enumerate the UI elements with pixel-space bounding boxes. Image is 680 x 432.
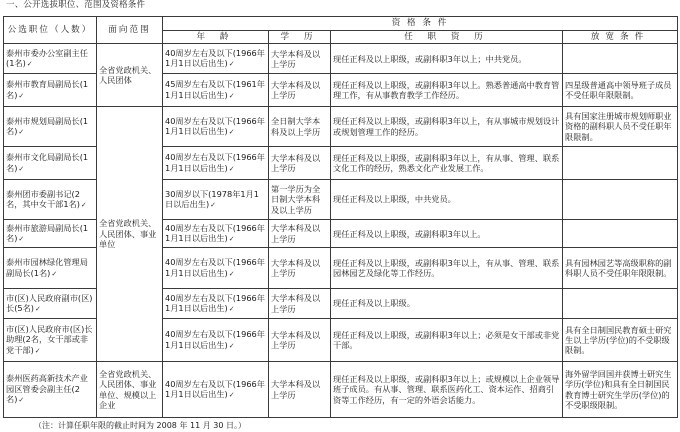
experience-cell: 现任正科及以上职级，或副科职3年以上；或规模以上企业领导班子成员。有从事、管理、联系医药化工、资本运作、招商引资等工作经历，有一定的外语会话能力。 — [331, 362, 563, 418]
checkmark-icon: ✓ — [18, 128, 25, 137]
checkmark-icon: ✓ — [34, 305, 41, 314]
header-other: 放宽条件 — [563, 31, 678, 44]
age-cell: 45周岁左右及以下(1961年1月1日以后出生)✓ — [163, 74, 269, 106]
age-cell: 40周岁左右及以下(1966年1月1日以后出生)✓ — [163, 147, 269, 179]
scope-cell: 全省党政机关、人民团体 — [97, 44, 163, 106]
education-cell: 大学本科及以上学历 — [269, 74, 331, 106]
table-row — [4, 44, 678, 74]
checkmark-icon: ✓ — [18, 91, 25, 100]
checkmark-icon: ✓ — [34, 346, 41, 355]
experience-cell: 现任正科及以上职级，或副科职3年以上，有从事城市规划设计或规划管理工作的经历。 — [331, 106, 563, 147]
checkmark-icon: ✓ — [228, 391, 235, 400]
education-cell: 第一学历为全日制大学本科及以上学历 — [269, 179, 331, 220]
checkmark-icon: ✓ — [18, 396, 25, 405]
education-cell: 大学本科及以上学历 — [269, 319, 331, 362]
experience-cell: 现任正科及以上职级，或副科职3年以上。 — [331, 220, 563, 248]
checkmark-icon: ✓ — [18, 164, 25, 173]
other-cell: 海外留学回国并获博士研究生学历(学位)和具有全日制国民教育博士研究生学历(学位)的不受职级限制。 — [563, 362, 678, 418]
table-row — [4, 362, 678, 418]
age-cell: 40周岁左右及以下(1966年1月1日以后出生)✓ — [163, 362, 269, 418]
education-cell: 大学本科及以上学历 — [269, 44, 331, 74]
age-cell: 30周岁以下(1978年1月1日以后出生)✓ — [163, 179, 269, 220]
checkmark-icon: ✓ — [228, 269, 235, 278]
experience-cell: 现任正科及以上职级，或副科职3年以上；中共党员。 — [331, 44, 563, 74]
checkmark-icon: ✓ — [228, 305, 235, 314]
other-cell: 具有园林园艺等高级职称的副科职人员不受任职年限限制。 — [563, 248, 678, 289]
position-cell: 泰州市旅游局副局长(1名)✓ — [4, 220, 97, 248]
position-cell: 泰州市教育局副局长(1名)✓ — [4, 74, 97, 106]
qualification-table — [3, 16, 678, 418]
other-cell — [563, 220, 678, 248]
age-cell: 40周岁左右及以下(1966年1月1日以后出生)✓ — [163, 248, 269, 289]
education-cell: 全日制大学本科及以上学历 — [269, 106, 331, 147]
other-cell — [563, 289, 678, 319]
position-cell: 泰州市园林绿化管理局副局长(1名)✓ — [4, 248, 97, 289]
section-heading: 一、公开选拔职位、范围及资格条件 — [6, 0, 146, 10]
checkmark-icon: ✓ — [228, 128, 235, 137]
position-cell: 泰州市委办公室副主任(1名)✓ — [4, 44, 97, 74]
experience-cell: 现任正科及以上职级，中共党员。 — [331, 179, 563, 220]
position-cell: 泰州团市委副书记(2名，其中女干部1名)✓ — [4, 179, 97, 220]
education-cell: 大学本科及以上学历 — [269, 220, 331, 248]
other-cell — [563, 147, 678, 179]
position-cell: 泰州市规划局副局长(1名)✓ — [4, 106, 97, 147]
checkmark-icon: ✓ — [51, 269, 58, 278]
position-cell: 泰州市文化局副局长(1名)✓ — [4, 147, 97, 179]
education-cell: 大学本科及以上学历 — [269, 289, 331, 319]
position-cell: 市(区)人民政府副市(区)长(5名)✓ — [4, 289, 97, 319]
other-cell — [563, 179, 678, 220]
checkmark-icon: ✓ — [80, 201, 87, 210]
header-scope: 面向范围 — [97, 17, 163, 44]
position-cell: 泰州医药高新技术产业园区管委会副主任(2名)✓ — [4, 362, 97, 418]
experience-cell: 现任正科及以上职级，或副科职3年以上，有从事、管理、联系园林园艺及绿化等工作经历。 — [331, 248, 563, 289]
checkmark-icon: ✓ — [210, 201, 217, 210]
other-cell: 具有国家注册城市规划师职业资格的副科职人员不受任职年限限制。 — [563, 106, 678, 147]
header-qualifications: 资 格 条 件 — [163, 17, 678, 31]
header-education: 学 历 — [269, 31, 331, 44]
other-cell: 四星级普通高中领导班子成员不受任职年限限制。 — [563, 74, 678, 106]
age-cell: 40周岁左右及以下(1966年1月1日以后出生)✓ — [163, 44, 269, 74]
footnote: （注：计算任职年限的截止时间为 2008 年 11 月 30 日。） — [34, 421, 246, 430]
age-cell: 40周岁左右及以下(1966年1月1日以后出生)✓ — [163, 289, 269, 319]
other-cell — [563, 44, 678, 74]
age-cell: 40周岁左右及以下(1966年1月1日以后出生)✓ — [163, 319, 269, 362]
other-cell: 具有全日制国民教育硕士研究生以上学历(学位)的不受职级限制。 — [563, 319, 678, 362]
scope-cell: 全省党政机关、人民团体、事业单位、规模以上企业 — [97, 362, 163, 418]
header-position: 公选职位（人数） — [4, 17, 97, 44]
education-cell: 大学本科及以上学历 — [269, 248, 331, 289]
checkmark-icon: ✓ — [18, 235, 25, 244]
age-cell: 40周岁左右及以下(1966年1月1日以后出生)✓ — [163, 220, 269, 248]
header-experience: 任 职 资 历 — [331, 31, 563, 44]
education-cell: 大学本科及以上学历 — [269, 147, 331, 179]
table-row — [4, 106, 678, 147]
checkmark-icon: ✓ — [26, 60, 33, 69]
experience-cell: 现任正科及以上职级，或副科职3年以上，有从事、管理、联系文化工作的经历，熟悉文化产业发展工作。 — [331, 147, 563, 179]
position-cell: 市(区)人民政府市(区)长助理(2名，女干部或非党干部)✓ — [4, 319, 97, 362]
checkmark-icon: ✓ — [228, 341, 235, 350]
experience-cell: 现任正科及以上职级，或副科职3年以上。熟悉普通高中教育管理工作，有从事教育教学工作经历。 — [331, 74, 563, 106]
experience-cell: 现任正科及以上职级。 — [331, 289, 563, 319]
checkmark-icon: ✓ — [228, 60, 235, 69]
education-cell: 大学本科及以上学历 — [269, 362, 331, 418]
checkmark-icon: ✓ — [228, 164, 235, 173]
age-cell: 40周岁左右及以下(1966年1月1日以后出生)✓ — [163, 106, 269, 147]
checkmark-icon: ✓ — [228, 91, 235, 100]
header-age: 年 龄 — [163, 31, 269, 44]
scope-cell: 全省党政机关、人民团体、事业单位 — [97, 106, 163, 361]
checkmark-icon: ✓ — [228, 235, 235, 244]
experience-cell: 现任正科及以上职级，或副科职3年以上；必须是女干部或非党干部。 — [331, 319, 563, 362]
